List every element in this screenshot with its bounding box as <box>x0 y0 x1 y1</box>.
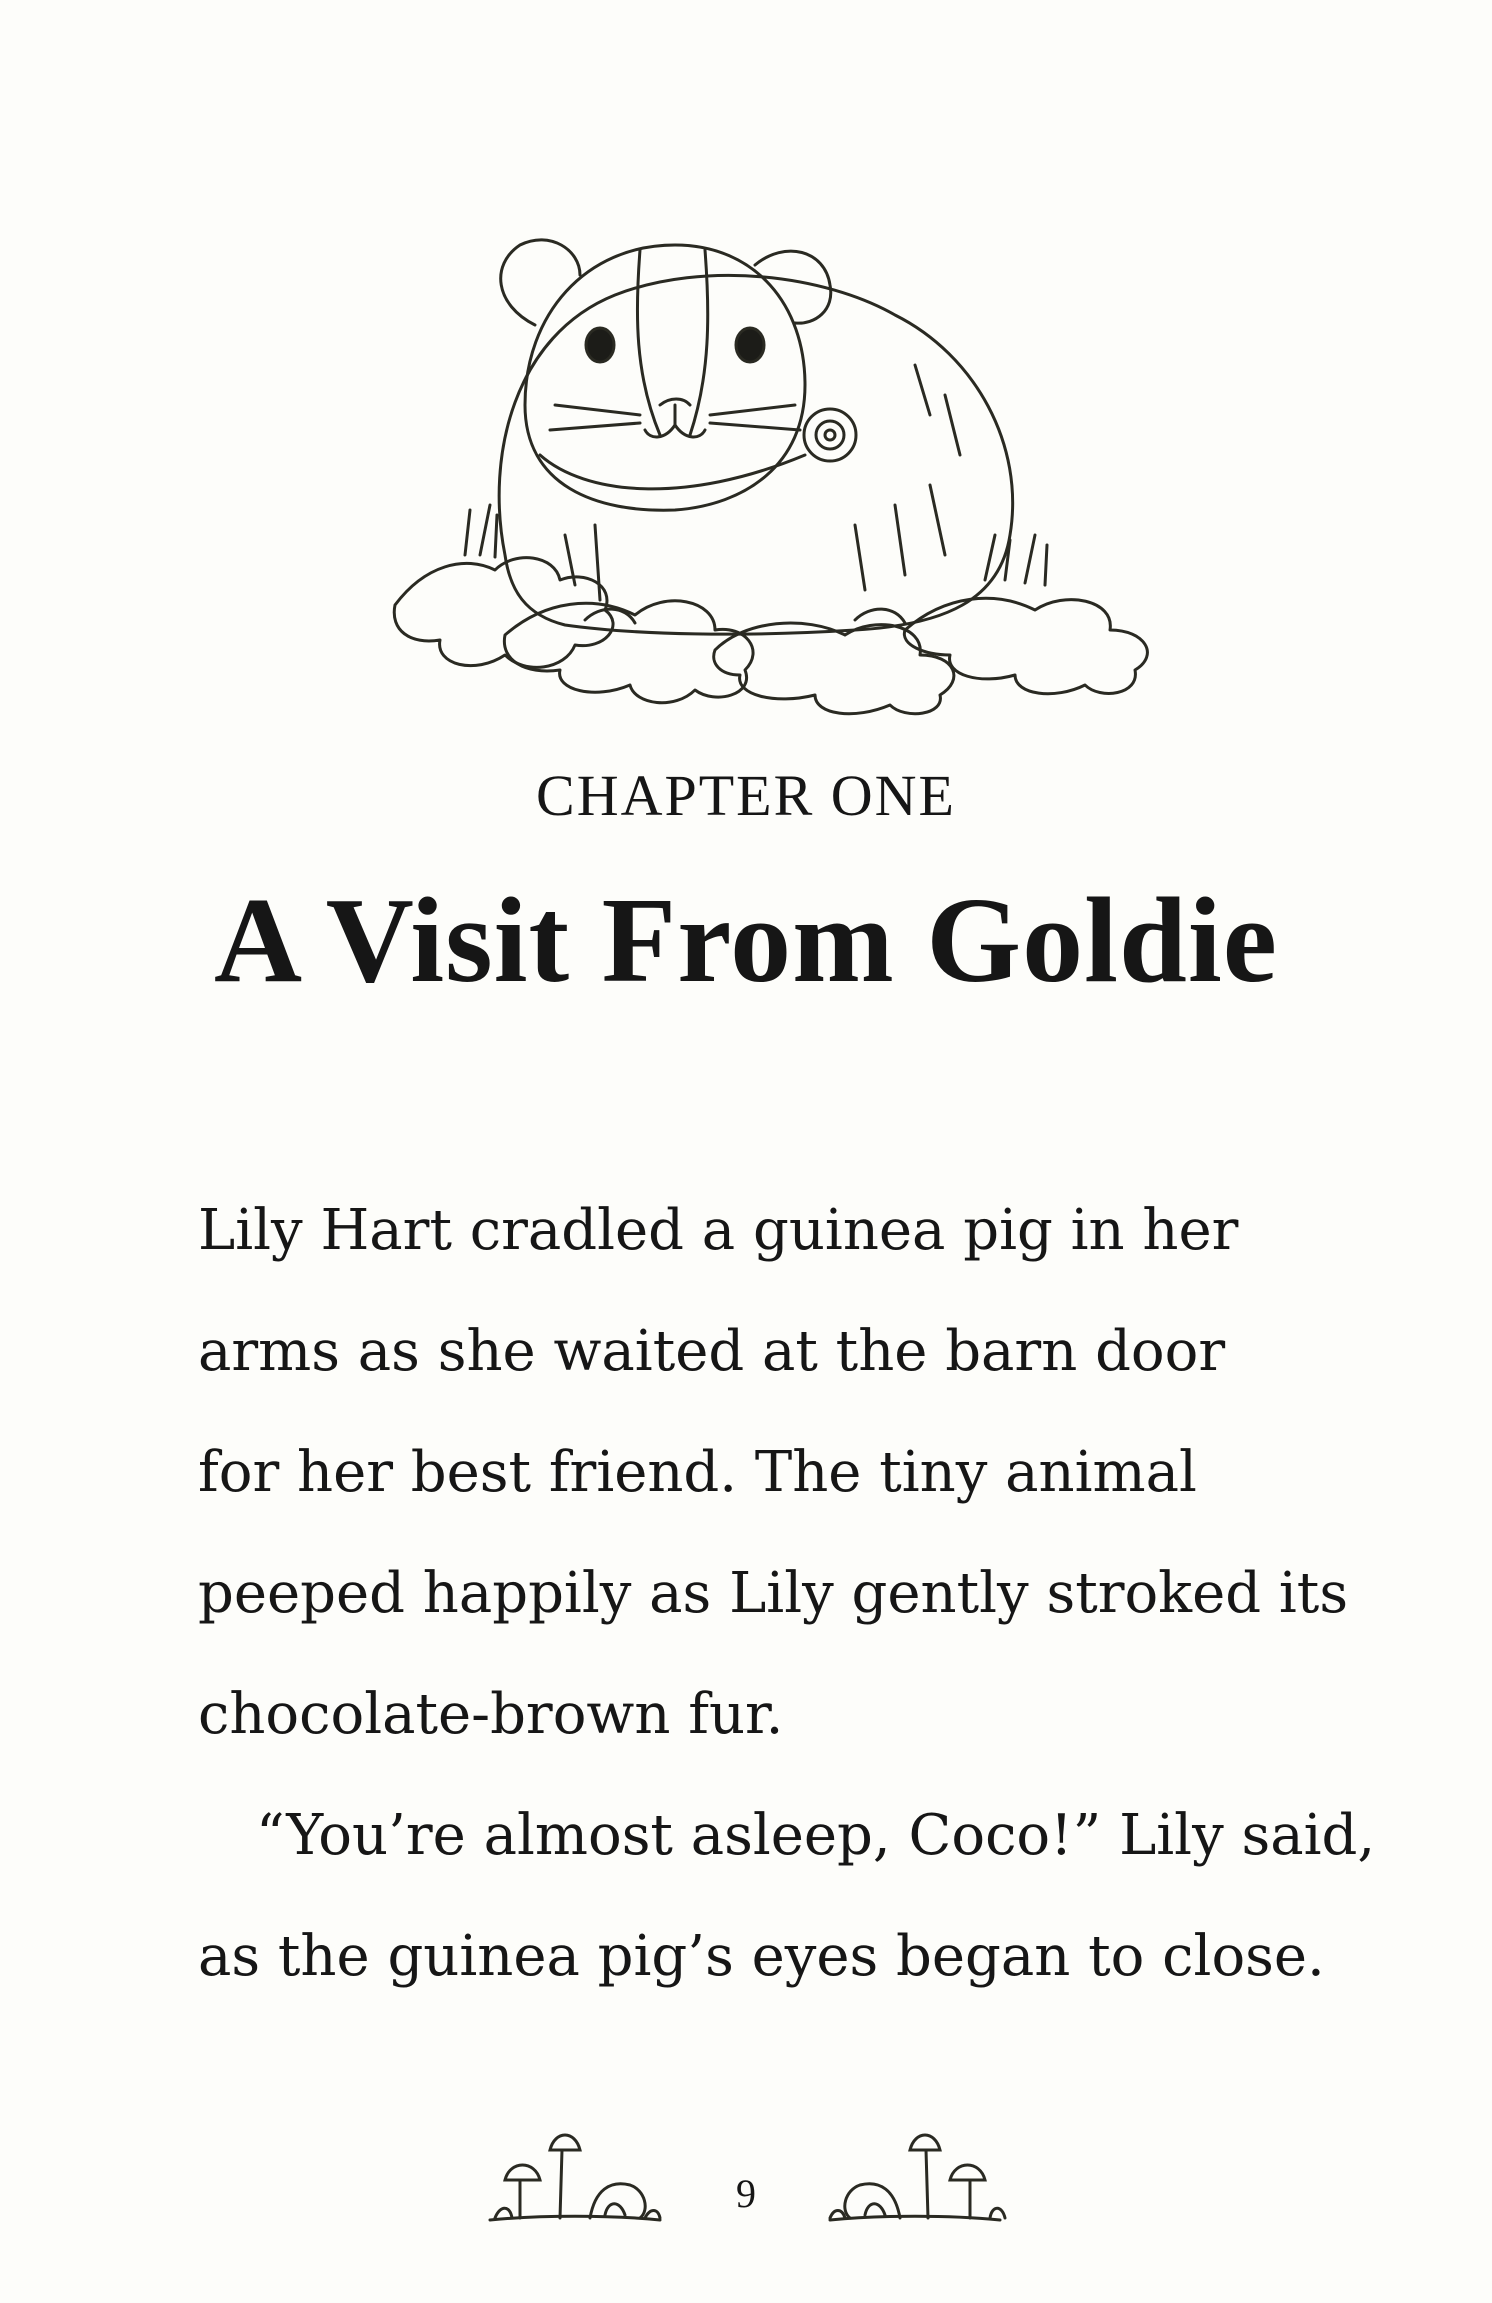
text-line: Lily Hart cradled a guinea pig in her <box>198 1198 1239 1263</box>
page-number: 9 <box>736 2171 756 2216</box>
text-line: chocolate-brown fur. <box>198 1682 784 1747</box>
text-line: “You’re almost asleep, Coco!” Lily said, <box>256 1803 1376 1868</box>
guinea-pig-illustration <box>385 205 1165 725</box>
text-line: as the guinea pig’s eyes began to close. <box>198 1924 1325 1989</box>
text-line: arms as she waited at the barn door <box>198 1319 1226 1384</box>
text-line: peeped happily as Lily gently stroked its <box>198 1561 1349 1626</box>
mushroom-ornament-icon <box>820 2120 1010 2240</box>
paragraph-1 <box>198 1170 1349 1775</box>
text-line: for her best friend. The tiny animal <box>198 1440 1197 1505</box>
body-text <box>198 1170 1376 2017</box>
chapter-label: CHAPTER ONE <box>536 763 956 828</box>
chapter-title: A Visit From Goldie <box>214 873 1278 1008</box>
paragraph-2 <box>198 1775 1376 2017</box>
page-footer <box>0 2120 1492 2250</box>
